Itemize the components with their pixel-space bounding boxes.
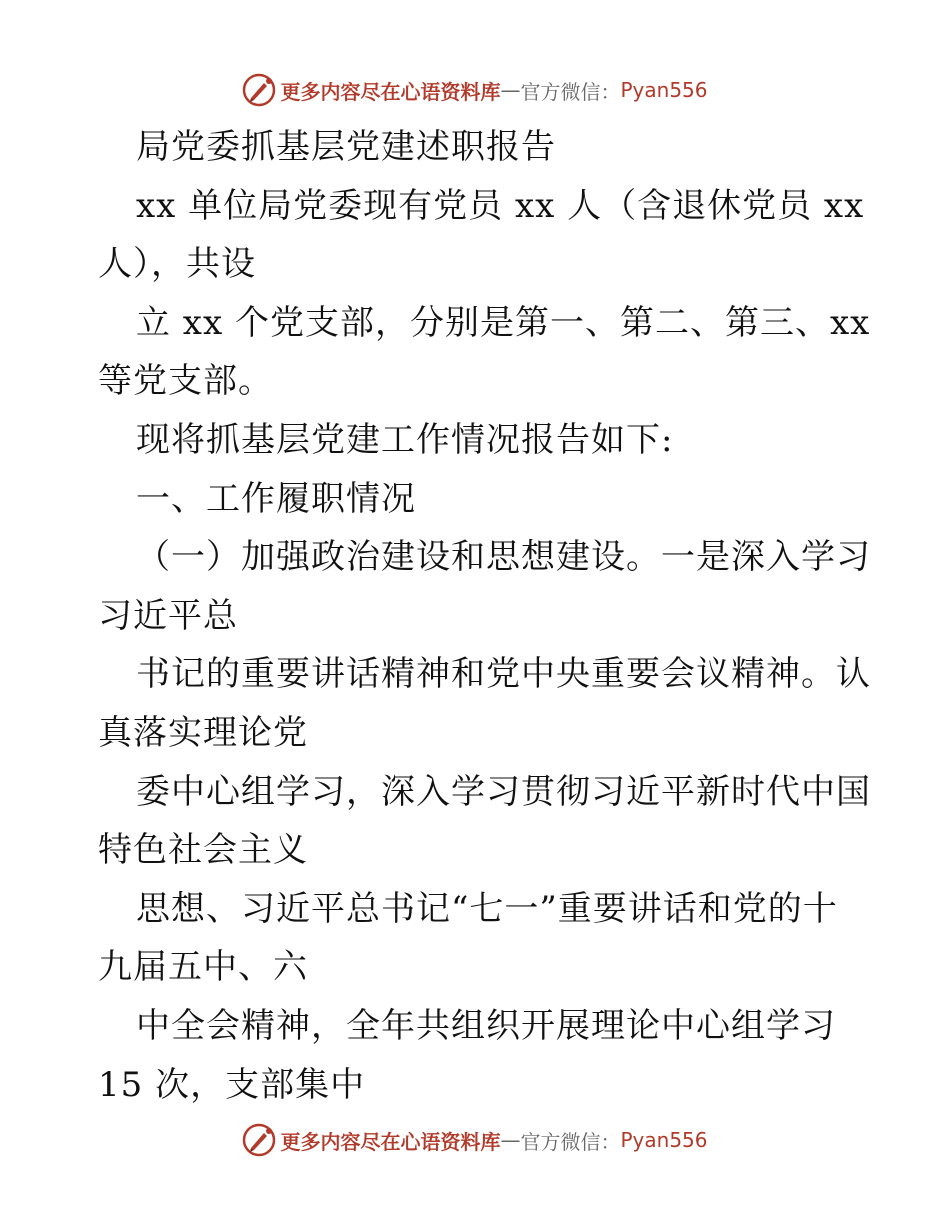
paragraph-line: 委中心组学习，深入学习贯彻习近平新时代中国 xyxy=(136,771,871,812)
watermark-separator: — xyxy=(500,78,521,102)
watermark-footer xyxy=(0,1120,950,1160)
paragraph-line: 习近平总 xyxy=(98,595,238,636)
watermark-wechat-id: Pyan556 xyxy=(620,78,708,102)
paragraph-line: 现将抓基层党建工作情况报告如下: xyxy=(136,419,674,460)
watermark-sub-text: 官方微信： xyxy=(520,79,621,104)
paragraph-line: 书记的重要讲话精神和党中央重要会议精神。认 xyxy=(136,654,871,695)
paragraph-line: 15 次，支部集中 xyxy=(98,1064,366,1105)
paragraph-line: 立 xx 个党支部，分别是第一、第二、第三、xx xyxy=(136,302,871,343)
paragraph-line: 思想、习近平总书记“七一”重要讲话和党的十 xyxy=(136,888,838,929)
paragraph-line: 真落实理论党 xyxy=(98,712,308,753)
watermark-header xyxy=(0,70,950,110)
document-title: 局党委抓基层党建述职报告 xyxy=(136,127,556,167)
document-body xyxy=(98,118,871,1114)
paragraph-line: 特色社会主义 xyxy=(98,830,308,871)
watermark-separator: — xyxy=(500,1128,521,1152)
pen-logo-icon xyxy=(242,1123,276,1157)
paragraph-line: 中全会精神，全年共组织开展理论中心组学习 xyxy=(136,1005,836,1046)
section-heading: 一、工作履职情况 xyxy=(136,478,416,519)
pen-logo-icon xyxy=(242,73,276,107)
paragraph-line: 人），共设 xyxy=(98,244,256,285)
watermark-sub-text: 官方微信： xyxy=(520,1129,621,1154)
watermark-wechat-id: Pyan556 xyxy=(620,1128,708,1152)
paragraph-line: 等党支部。 xyxy=(98,361,273,402)
watermark-main-text: 更多内容尽在心语资料库 xyxy=(280,79,501,104)
paragraph-line: （一）加强政治建设和思想建设。一是深入学习 xyxy=(136,537,871,578)
paragraph-line: 九届五中、六 xyxy=(98,947,308,988)
paragraph-line: xx 单位局党委现有党员 xx 人（含退休党员 xx xyxy=(136,185,865,226)
watermark-main-text: 更多内容尽在心语资料库 xyxy=(280,1129,501,1154)
